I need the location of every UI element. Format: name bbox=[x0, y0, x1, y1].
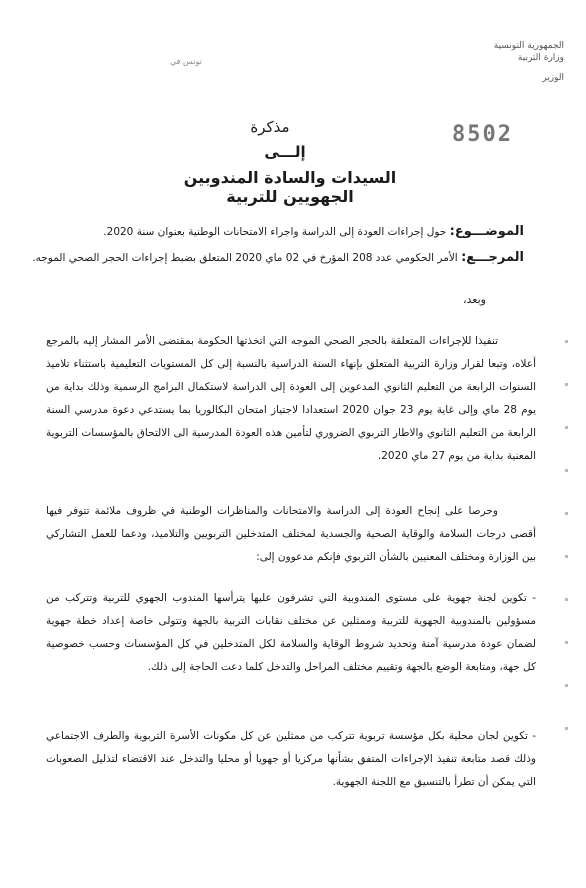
paragraph-purpose bbox=[46, 500, 536, 569]
reference-text: الأمر الحكومي عدد 208 المؤرخ في 02 ماي 2020 المتعلق بضبط إجراءات الحجر الصحي الموجه. bbox=[32, 252, 458, 264]
recipients: السيدات والسادة المندوبين الجهويين للتربية bbox=[183, 168, 397, 206]
reference-number: 8502 bbox=[452, 122, 513, 147]
subject-label: الموضـــوع: bbox=[449, 224, 524, 239]
subject-line bbox=[64, 224, 524, 239]
paragraph-intro bbox=[46, 330, 536, 468]
list-item-regional-committee: - تكوين لجنة جهوية على مستوى المندوبية التي تشرفون عليها يترأسها المندوب الجهوي للتربية وتتركب من مسؤولين بالمندوبية الجهوية للتربية وممثلين عن مختلف نقابات التربية بالجهة وتتولى خاصة إعداد خطة جهوية لضمان عودة مدرسية آمنة وتحديد شروط الوقاية والسلامة لكل المتدخلين في كل المؤسسات وحسب خصوصية كل جهة، ومتابعة الوضع بالجهة وتقييم مختلف المراحل والتدخل كلما دعت الحاجة إلى ذلك. bbox=[46, 592, 536, 673]
letterhead-minister: الوزير bbox=[542, 73, 564, 83]
to-label: إلـــى bbox=[264, 143, 306, 161]
reference-label: المرجـــع: bbox=[461, 250, 524, 265]
letterhead bbox=[444, 40, 564, 84]
paragraph-intro-text: تنفيذا للإجراءات المتعلقة بالحجر الصحي الموجه التي اتخذتها الحكومة بمقتضى الأمر المشار إليه بالمرجع أعلاه، وتبعا لقرار وزارة التربية المتعلق بإنهاء السنة الدراسية بالنسبة إلى كل المستويات التعليمية باستثناء تلاميذ السنوات الرابعة من التعليم الثانوي المدعوين إلى العودة إلى الدراسة لاستكمال البرامج الرسمية وذلك بداية من يوم 28 ماي وإلى غاية يوم 23 جوان 2020 استعدادا لاجتياز امتحان البكالوريا بما يستدعي دعوة مدرسي السنة الرابعة من التعليم الثانوي والاطار التربوي الضروري لتأمين هذه العودة المدرسية الى الالتحاق بالمؤسسات التربوية المعنية بداية من يوم 27 ماي 2020. bbox=[46, 335, 537, 462]
letterhead-republic: الجمهورية التونسية bbox=[493, 41, 564, 51]
greeting: وبعد، bbox=[462, 293, 486, 306]
paragraph-purpose-text: وحرصا على إنجاح العودة إلى الدراسة والامتحانات والمناظرات الوطنية في ظروف ملائمة تتوفر فيها أقصى درجات السلامة والوقاية الصحية والجسدية لمختلف المتدخلين التربويين والتلاميذ، ودعما للعمل التشاركي بين الوزارة ومختلف المعنيين بالشأن التربوي فإنكم مدعوون إلى: bbox=[46, 505, 536, 563]
reference-line bbox=[32, 250, 524, 265]
subject-text: حول إجراءات العودة إلى الدراسة واجراء الامتحانات الوطنية بعنوان سنة 2020. bbox=[103, 226, 447, 238]
list-item-local-committees: - تكوين لجان محلية بكل مؤسسة تربوية تتركب من ممثلين عن كل مكونات الأسرة التربوية والطرف الاجتماعي وذلك قصد متابعة تنفيذ الإجراءات المتفق بشأنها مركزيا أو جهويا أو محليا والتدخل عند الاقتضاء لتذليل الصعوبات التي يمكن أن تطرأ بالتنسيق مع اللجنة الجهوية. bbox=[46, 730, 536, 788]
letterhead-ministry: وزارة التربية bbox=[517, 53, 564, 63]
date-place-note: تونس في bbox=[170, 57, 202, 66]
memo-title: مذكرة bbox=[250, 118, 290, 136]
scan-margin-marks bbox=[558, 300, 574, 820]
